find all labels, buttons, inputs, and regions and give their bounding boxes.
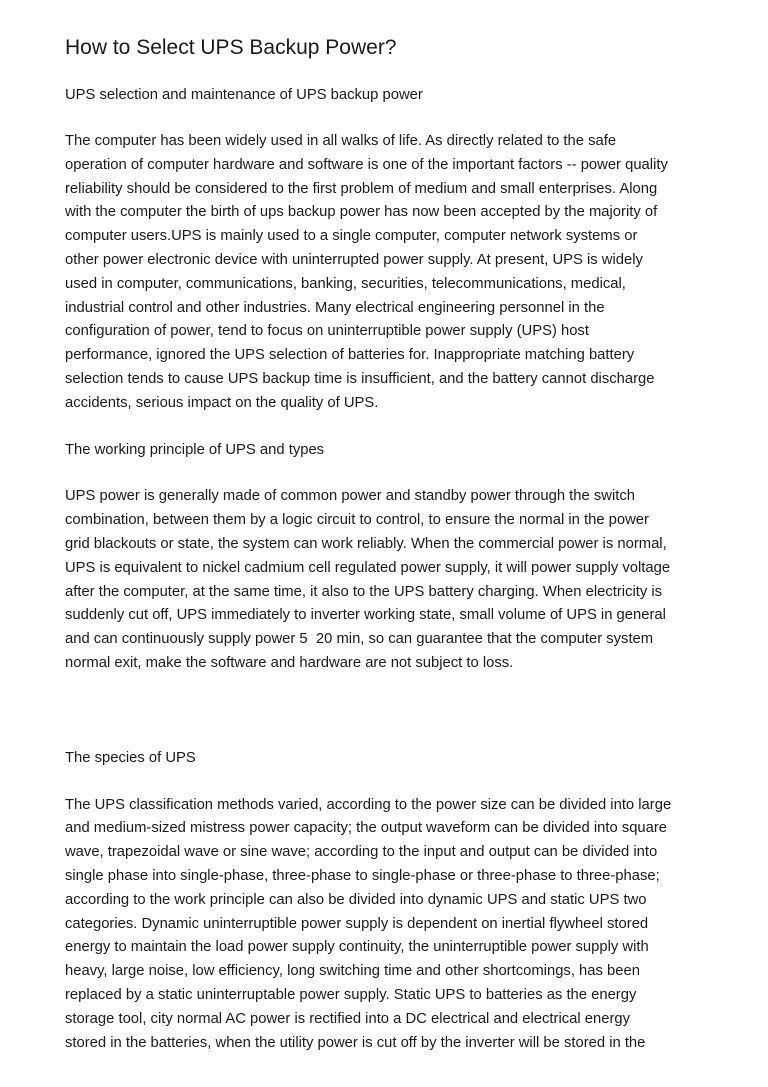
document-title: How to Select UPS Backup Power? [65,36,397,59]
text-line: single phase into single-phase, three-phase to single-phase or three-phase to three-phase; [65,867,660,884]
text-line: replaced by a static uninterruptable power supply. Static UPS to batteries as the energy [65,986,637,1003]
section-heading-species: The species of UPS [65,749,196,766]
text-line: normal exit, make the software and hardware are not subject to loss. [65,654,514,671]
text-line: wave, trapezoidal wave or sine wave; according to the input and output can be divided into [65,844,658,861]
text-line: UPS is equivalent to nickel cadmium cell regulated power supply, it will power supply voltage [65,559,671,576]
text-line: industrial control and other industries. Many electrical engineering personnel in the [65,299,605,316]
text-line: configuration of power, tend to focus on uninterruptible power supply (UPS) host [65,323,589,340]
document-body [65,35,715,1055]
text-line: after the computer, at the same time, it also to the UPS battery charging. When electricity is [65,583,663,600]
text-line: stored in the batteries, when the utility power is cut off by the inverter will be stored in the [65,1034,646,1051]
text-line: accidents, serious impact on the quality of UPS. [65,394,379,411]
section-heading-working-principle: The working principle of UPS and types [65,441,325,458]
text-line: performance, ignored the UPS selection of batteries for. Inappropriate matching battery [65,347,635,364]
text-line: and can continuously supply power 5 20 min, so can guarantee that the computer system [65,631,654,648]
text-line: with the computer the birth of ups backup power has now been accepted by the majority of [65,204,658,221]
text-line: other power electronic device with uninterrupted power supply. At present, UPS is widely [65,251,643,268]
text-line: The UPS classification methods varied, according to the power size can be divided into large [65,796,672,813]
text-line: according to the work principle can also be divided into dynamic UPS and static UPS two [65,891,647,908]
text-line: The computer has been widely used in all walks of life. As directly related to the safe [65,133,617,149]
paragraph-species [65,794,715,1056]
text-line: grid blackouts or state, the system can work reliably. When the commercial power is normal, [65,535,667,552]
document-subtitle: UPS selection and maintenance of UPS backup power [65,87,423,103]
text-line: operation of computer hardware and software is one of the important factors -- power quality [65,156,668,173]
text-line: energy to maintain the load power supply continuity, the uninterruptible power supply with [65,939,649,956]
paragraph-intro [65,130,715,416]
text-line: heavy, large noise, low efficiency, long switching time and other shortcomings, has been [65,963,640,980]
text-line: computer users.UPS is mainly used to a single computer, computer network systems or [65,228,638,245]
text-line: selection tends to cause UPS backup time is insufficient, and the battery cannot discharge [65,370,655,387]
text-line: combination, between them by a logic circuit to control, to ensure the normal in the power [65,512,649,529]
text-line: used in computer, communications, banking, securities, telecommunications, medical, [65,275,626,292]
text-line: reliability should be considered to the first problem of medium and small enterprises. Along [65,180,658,197]
text-line: UPS power is generally made of common power and standby power through the switch [65,488,635,505]
text-line: storage tool, city normal AC power is rectified into a DC electrical and electrical energy [65,1010,630,1027]
text-line: suddenly cut off, UPS immediately to inverter working state, small volume of UPS in general [65,607,666,624]
text-line: and medium-sized mistress power capacity; the output waveform can be divided into square [65,820,668,837]
paragraph-working-principle [65,485,715,675]
text-line: categories. Dynamic uninterruptible power supply is dependent on inertial flywheel stored [65,915,649,932]
